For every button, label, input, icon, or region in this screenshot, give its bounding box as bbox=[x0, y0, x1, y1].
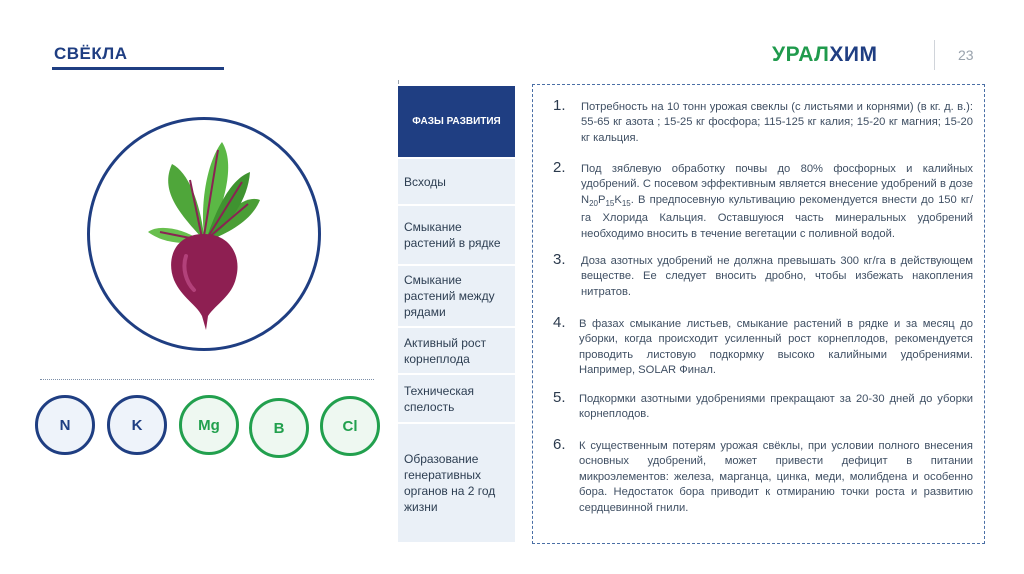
column-marker bbox=[398, 80, 399, 84]
company-logo bbox=[772, 43, 877, 67]
recommendation-text: В фазах смыкание листьев, смыкание растений в рядке и за месяц до уборки, когда происходит усиленный рост корнеплодов, рекомендуется проводить листовую подкормку высоко калийными удобрениями. Например, SOLAR Финал. bbox=[579, 318, 973, 377]
logo-part-1: УРАЛ bbox=[772, 43, 830, 66]
page-number: 23 bbox=[958, 47, 974, 63]
phase-item: Активный рост корнеплода bbox=[398, 328, 515, 373]
recommendation-number: 3. bbox=[553, 251, 566, 268]
recommendations-panel bbox=[532, 84, 985, 544]
element-badge-n: N bbox=[35, 395, 95, 455]
recommendation-item bbox=[553, 389, 973, 423]
recommendation-number: 1. bbox=[553, 97, 566, 114]
recommendation-text: Подкормки азотными удобрениями прекращают за 20-30 дней до уборки корнеплодов. bbox=[579, 393, 973, 421]
element-badge-cl: Cl bbox=[320, 396, 380, 456]
recommendation-number: 6. bbox=[553, 436, 566, 453]
recommendation-number: 4. bbox=[553, 314, 566, 331]
beet-icon bbox=[90, 120, 318, 348]
phase-item: Смыкание растений в рядке bbox=[398, 206, 515, 264]
phase-item: Всходы bbox=[398, 159, 515, 204]
title-underline bbox=[52, 67, 224, 70]
recommendation-text: Потребность на 10 тонн урожая свеклы (с листьями и корнями) (в кг. д. в.): 55-65 кг азота ; 15-25 кг фосфора; 115-125 кг калия; 15-20 кг магния; 15-20 кг кальция. bbox=[581, 101, 973, 144]
recommendation-text: Под зяблевую обработку почвы до 80% фосфорных и калийных удобрений. С посевом эффективным является внесение удобрений в дозе $N_{20}P_{15}K_{15}$. В предпосевную культивацию рекомендуется внести до 150 кг/га Хлорида Кальция. Оставшуюся часть минеральных удобрений необходимо вносить в течение вегетации с поливной водой. bbox=[581, 163, 973, 240]
logo-divider bbox=[934, 40, 935, 70]
phase-item: Образование генеративных органов на 2 год жизни bbox=[398, 424, 515, 542]
page-title: СВЁКЛА bbox=[54, 44, 128, 63]
element-badge-mg: Mg bbox=[179, 395, 239, 455]
recommendation-number: 5. bbox=[553, 389, 566, 406]
recommendation-item bbox=[553, 159, 973, 242]
recommendation-text: Доза азотных удобрений не должна превышать 300 кг/га в действующем веществе. Ее следует вносить дробно, чтобы избежать накопления нитратов. bbox=[581, 255, 973, 298]
element-badge-b: B bbox=[249, 398, 309, 458]
recommendation-item bbox=[553, 97, 973, 146]
element-badge-k: K bbox=[107, 395, 167, 455]
logo-part-2: ХИМ bbox=[829, 43, 878, 66]
phase-item: Смыкание растений между рядами bbox=[398, 266, 515, 326]
recommendation-number: 2. bbox=[553, 159, 566, 176]
recommendation-item bbox=[553, 436, 973, 516]
phases-header: ФАЗЫ РАЗВИТИЯ bbox=[398, 86, 515, 157]
recommendation-item bbox=[553, 251, 973, 300]
recommendation-item bbox=[553, 314, 973, 379]
divider-dotted bbox=[40, 379, 374, 380]
recommendation-text: К существенным потерям урожая свёклы, при условии полного внесения основных удобрений, может привести дефицит в питании микроэлементов: железа, марганца, цинка, меди, молибдена и особенно бора. Недостаток бора приводит к отмиранию точки роста и развитию сердцевинной гнили. bbox=[579, 440, 973, 514]
phases-column bbox=[398, 86, 515, 544]
beet-illustration-frame bbox=[87, 117, 321, 351]
phase-item: Техническая спелость bbox=[398, 375, 515, 422]
